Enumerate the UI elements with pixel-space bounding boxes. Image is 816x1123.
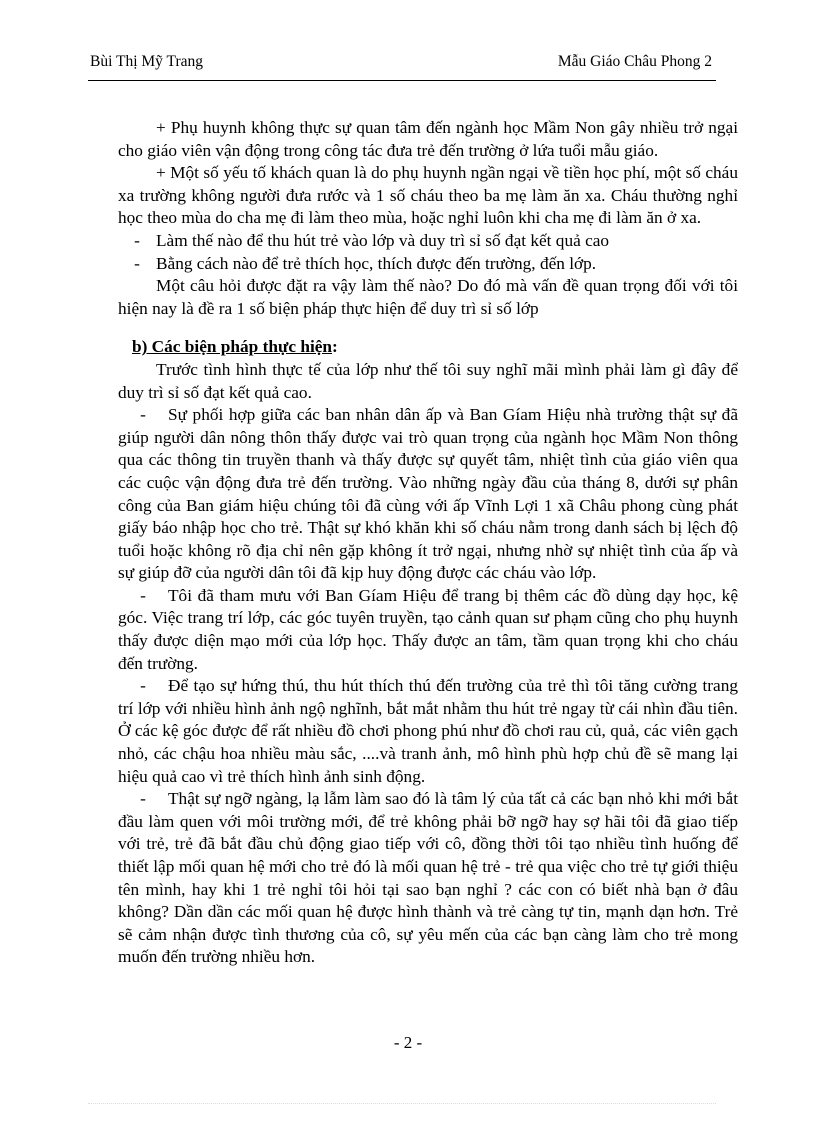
dash-item-text: Bằng cách nào để trẻ thích học, thích được đến trường, đến lớp. — [156, 253, 597, 273]
measure-text: Sự phối hợp giữa các ban nhân dân ấp và Ban Gíam Hiệu nhà trường thật sự đã giúp người dân nông thôn thấy được vai trò quan trọng của ngành học Mầm Non thông qua các thông tin truyền thanh và thấy được sự quyết tâm, nhiệt tình của giáo viên qua các cuộc vận động đưa trẻ đến trường. Vào những ngày đầu của tháng 8, dưới sự phân công của Ban giám hiệu chúng tôi đã cùng với ấp Vĩnh Lợi 1 xã Châu phong cùng phát giấy báo nhập học cho trẻ. Thật sự khó khăn khi số cháu nằm trong danh sách bị lệch độ tuổi hoặc không rõ địa chỉ nên gặp không ít trở ngại, nhưng nhờ sự nhiệt tình của ấp và sự giúp đỡ của người dân tôi đã kịp huy động được các cháu vào lớp. — [118, 405, 738, 583]
dash-item-text: Làm thế nào để thu hút trẻ vào lớp và duy trì sỉ số đạt kết quả cao — [156, 230, 610, 250]
paragraph-plus-1: + Phụ huynh không thực sự quan tâm đến ngành học Mầm Non gây nhiều trở ngại cho giáo viên vận động trong công tác đưa trẻ đến trường ở lứa tuổi mẫu giáo. — [118, 118, 738, 160]
dash-marker: - — [140, 676, 146, 696]
measure-text: Thật sự ngỡ ngàng, lạ lẫm làm sao đó là tâm lý của tất cả các bạn nhỏ khi mới bắt đầu làm quen với môi trường mới, để trẻ không phải bỡ ngỡ hay sợ hãi tôi đã giao tiếp với trẻ, trẻ đã bắt đầu chủ động giao tiếp với cô, đồng thời tôi tạo nhiều tình huống để thiết lập mối quan hệ mới cho trẻ đó là mối quan hệ trẻ - trẻ qua việc cho trẻ tự giới thiệu tên mình, hay khi 1 trẻ nghỉ tôi hỏi tại sao bạn nghỉ ? các con có biết nhà bạn ở đâu không? Dần dần các mối quan hệ được hình thành và trẻ càng tự tin, mạnh dạn hơn. Trẻ sẽ cảm nhận được tình thương của cô, sự yêu mến của các bạn càng làm cho trẻ mong muốn đến trường nhiều hơn. — [118, 789, 738, 967]
paragraph-intro: Trước tình hình thực tế của lớp như thế tôi suy nghĩ mãi mình phải làm gì đây để duy trì sỉ số đạt kết quả cao. — [118, 359, 738, 402]
measure-2 — [118, 585, 738, 675]
section-heading-text: b) Các biện pháp thực hiện — [132, 337, 333, 357]
dash-marker: - — [134, 230, 140, 250]
paragraph-plus-2: + Một số yếu tố khách quan là do phụ huynh ngần ngại về tiền học phí, một số cháu xa trường không người đưa rước và 1 số cháu theo ba mẹ làm ăn xa. Cháu thường nghỉ học theo mùa do cha mẹ đi làm theo mùa, hoặc nghỉ luôn khi cha mẹ đi làm ăn ở xa. — [118, 163, 738, 228]
dash-marker: - — [134, 253, 140, 273]
section-heading-colon: : — [332, 337, 338, 357]
measure-1 — [118, 404, 738, 585]
page-number: - 2 - — [393, 1033, 423, 1052]
dash-marker: - — [140, 405, 146, 425]
measure-4 — [118, 788, 738, 969]
measure-text: Tôi đã tham mưu với Ban Gíam Hiệu để trang bị thêm các đồ dùng dạy học, kệ góc. Việc trang trí lớp, các góc tuyên truyền, tạo cảnh quan sư phạm cũng cho phụ huynh thấy được diện mạo mới của lớp học. Thấy được an tâm, tầm quan trọng khi cho cháu đến trường. — [118, 585, 738, 673]
header-rule — [88, 80, 716, 81]
document-body — [118, 117, 738, 969]
section-heading — [118, 336, 738, 359]
measure-3 — [118, 675, 738, 788]
paragraph-question: Một câu hỏi được đặt ra vậy làm thế nào? Do đó mà vấn đề quan trọng đối với tôi hiện nay là đề ra 1 số biện pháp thực hiện để duy trì sỉ số lớp — [118, 276, 738, 318]
dash-marker: - — [140, 789, 146, 809]
dash-marker: - — [140, 585, 146, 605]
dash-item-1 — [118, 230, 738, 253]
measure-text: Để tạo sự hứng thú, thu hút thích thú đến trường của trẻ thì tôi tăng cường trang trí lớp với nhiều hình ảnh ngộ nghĩnh, bắt mắt nhằm thu hút trẻ ngay từ cái nhìn đầu tiên. Ở các kệ góc được để rất nhiều đồ chơi phong phú như đồ chơi rau củ, quả, các viên gạch nhỏ, các chậu hoa nhiều màu sắc, ....và tranh ảnh, mô hình phù hợp chủ đề sẽ mang lại hiệu quả cao vì trẻ thích hình ảnh sinh động. — [118, 676, 738, 786]
header-author: Bùi Thị Mỹ Trang — [90, 53, 203, 70]
page-bottom-edge — [88, 1103, 716, 1104]
header-school: Mẫu Giáo Châu Phong 2 — [557, 53, 712, 70]
dash-item-2 — [118, 253, 738, 276]
